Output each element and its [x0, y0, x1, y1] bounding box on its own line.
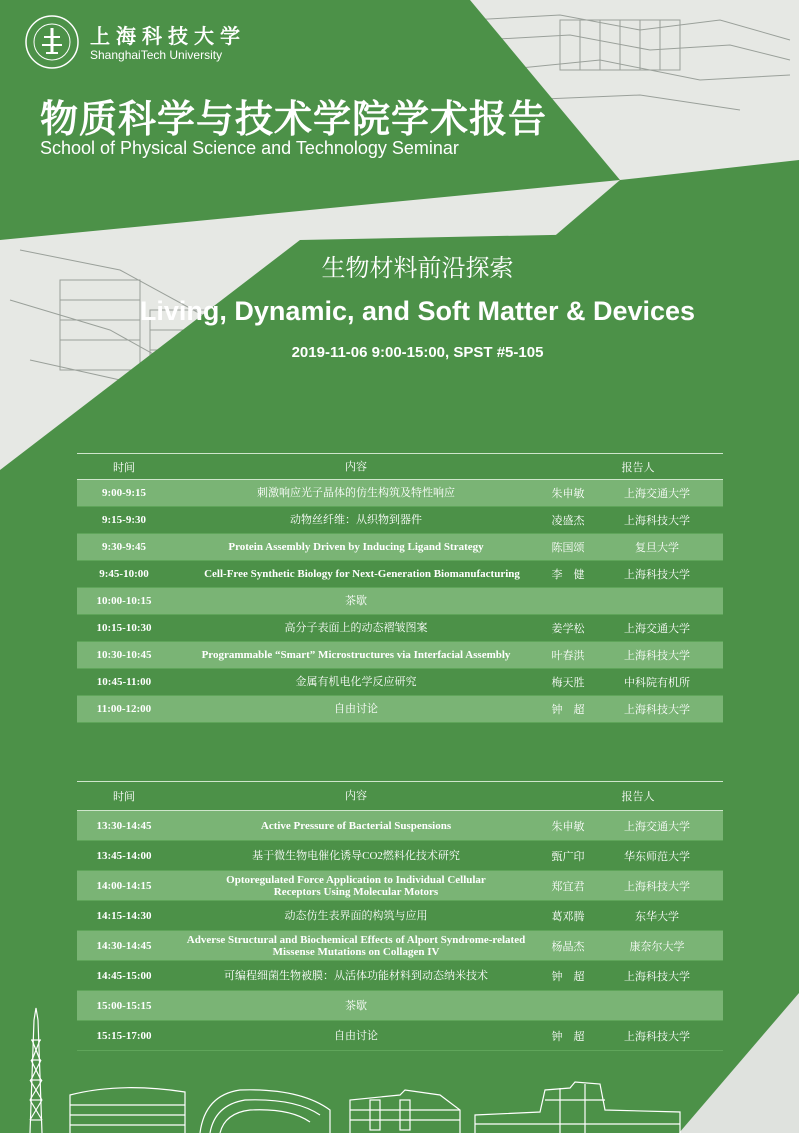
row-time: 14:30-14:45 [96, 939, 152, 952]
row-content: Adverse Structural and Biochemical Effects of Alport Syndrome-related Missense Mutations on Collagen IV [186, 933, 526, 958]
table-row [77, 534, 723, 561]
row-time: 14:15-14:30 [96, 909, 152, 922]
row-time: 13:30-14:45 [96, 819, 152, 832]
row-speaker: 梅天胜 [551, 677, 585, 689]
row-content: 金属有机电化学反应研究 [295, 676, 417, 688]
row-time: 10:00-10:15 [96, 595, 152, 607]
header-content: 内容 [345, 790, 367, 802]
table-row [77, 961, 723, 991]
table-row [77, 480, 723, 507]
header-reporter: 报告人 [621, 461, 655, 474]
row-institution: 康奈尔大学 [629, 940, 685, 953]
morning-schedule-table [77, 453, 723, 723]
row-time: 9:30-9:45 [102, 541, 146, 553]
row-speaker: 李 健 [551, 569, 585, 581]
table-row [77, 871, 723, 901]
row-speaker: 姜学松 [551, 623, 585, 635]
table-row [77, 507, 723, 534]
topic-title-cn: 生物材料前沿探索 [321, 254, 514, 282]
row-institution: 中科院有机所 [624, 677, 690, 689]
header-content: 内容 [345, 460, 367, 473]
row-content: 动物丝纤维：从织物到器件 [290, 514, 422, 526]
building-skyline-decoration [0, 1000, 799, 1133]
row-time: 11:00-12:00 [96, 703, 152, 715]
table-header [77, 453, 723, 480]
row-institution: 东华大学 [635, 910, 679, 923]
row-speaker: 葛邓腾 [551, 910, 585, 923]
table-row [77, 841, 723, 871]
row-time: 14:45-15:00 [96, 969, 152, 982]
table-header [77, 781, 723, 811]
event-datetime: 2019-11-06 9:00-15:00, SPST #5-105 [291, 344, 544, 361]
topic-title-en: Living, Dynamic, and Soft Matter & Devices [139, 296, 696, 326]
row-content: 刺激响应光子晶体的仿生构筑及特性响应 [257, 487, 455, 499]
row-time: 10:15-10:30 [96, 622, 152, 634]
row-speaker: 叶春洪 [551, 650, 585, 662]
row-time: 15:15-17:00 [96, 1029, 152, 1042]
row-content: Protein Assembly Driven by Inducing Ligand Strategy [228, 541, 484, 553]
table-row [77, 561, 723, 588]
row-content: 自由讨论 [334, 703, 378, 715]
row-institution: 上海科技大学 [624, 880, 690, 893]
row-speaker: 杨晶杰 [551, 940, 585, 953]
row-time: 9:45-10:00 [99, 568, 149, 580]
row-content: 自由讨论 [334, 1029, 378, 1042]
page-title-en: School of Physical Science and Technology Seminar [40, 138, 459, 158]
row-institution: 上海交通大学 [624, 623, 690, 635]
row-content: 动态仿生表界面的构筑与应用 [284, 909, 428, 922]
row-speaker: 朱申敏 [551, 820, 585, 833]
university-name-cn: 上海科技大学 [90, 24, 246, 48]
row-institution: 上海科技大学 [624, 970, 690, 983]
row-institution: 上海交通大学 [624, 488, 690, 500]
row-time: 9:15-9:30 [102, 514, 146, 526]
row-institution: 上海科技大学 [624, 1030, 690, 1043]
row-time: 10:30-10:45 [96, 649, 152, 661]
table-row [77, 931, 723, 961]
table-row [77, 901, 723, 931]
row-speaker: 甄广印 [551, 850, 585, 863]
row-institution: 上海科技大学 [624, 569, 690, 581]
header-time: 时间 [113, 461, 135, 474]
row-speaker: 钟 超 [551, 704, 585, 716]
row-time: 13:45-14:00 [96, 849, 152, 862]
row-content: Optoregulated Force Application to Individual Cellular Receptors Using Molecular Motors [226, 873, 486, 898]
university-logo [24, 14, 80, 70]
header-reporter: 报告人 [621, 791, 655, 803]
row-speaker: 钟 超 [551, 970, 585, 983]
table-row [77, 588, 723, 615]
campus-sketch-background [0, 0, 799, 470]
row-content: 基于微生物电催化诱导CO2燃料化技术研究 [252, 849, 460, 862]
row-content: 茶歇 [345, 999, 367, 1012]
row-institution: 上海科技大学 [624, 515, 690, 527]
row-speaker: 凌盛杰 [551, 515, 585, 527]
row-time: 9:00-9:15 [102, 487, 146, 499]
row-institution: 华东师范大学 [624, 850, 690, 863]
row-time: 14:00-14:15 [96, 879, 152, 892]
row-speaker: 郑宜君 [551, 880, 585, 893]
row-content: 高分子表面上的动态褶皱图案 [284, 622, 428, 634]
page-title-cn: 物质科学与技术学院学术报告 [40, 97, 548, 141]
row-institution: 上海科技大学 [624, 650, 690, 662]
row-institution: 上海科技大学 [624, 704, 690, 716]
row-speaker: 陈国颂 [551, 542, 585, 554]
table-row [77, 615, 723, 642]
row-institution: 复旦大学 [635, 542, 679, 554]
header-time: 时间 [113, 791, 135, 803]
row-time: 10:45-11:00 [96, 676, 152, 688]
row-time: 15:00-15:15 [96, 999, 152, 1012]
row-speaker: 钟 超 [551, 1030, 585, 1043]
row-content: Active Pressure of Bacterial Suspensions [260, 819, 452, 832]
table-row [77, 811, 723, 841]
row-content: Cell-Free Synthetic Biology for Next-Generation Biomanufacturing [204, 568, 520, 580]
row-institution: 上海交通大学 [624, 820, 690, 833]
row-content: 可编程细菌生物被膜：从活体功能材料到动态纳米技术 [224, 969, 488, 982]
row-content: 茶歇 [345, 595, 367, 607]
table-row [77, 642, 723, 669]
row-content: Programmable “Smart” Microstructures via Interfacial Assembly [201, 649, 511, 661]
university-name-en: ShanghaiTech University [90, 48, 223, 62]
table-row [77, 669, 723, 696]
table-row [77, 696, 723, 723]
row-speaker: 朱申敏 [551, 488, 585, 500]
